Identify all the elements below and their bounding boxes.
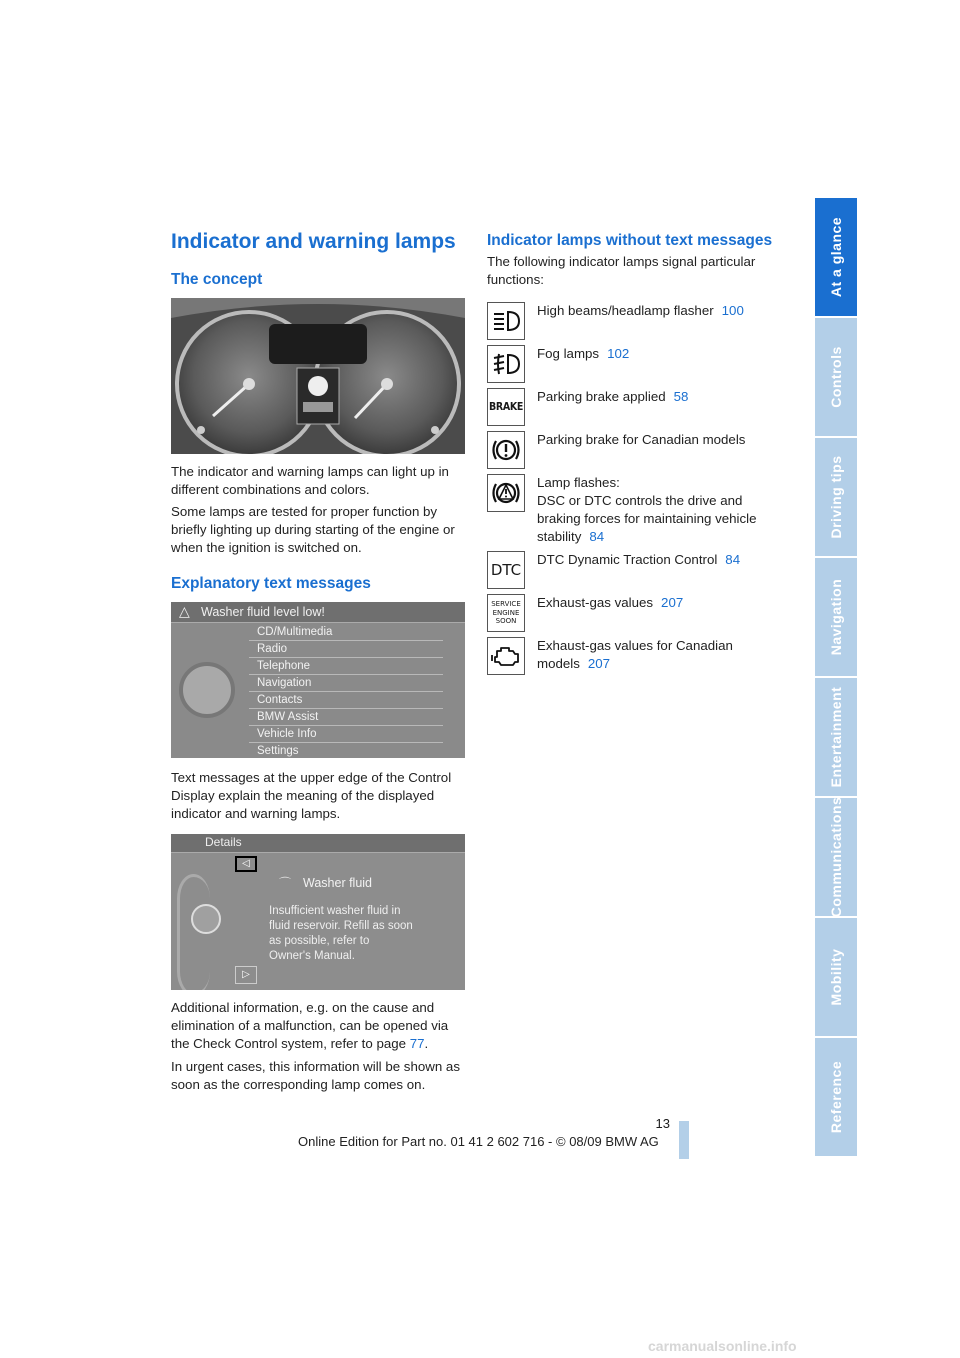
- lamp-text-high-beam: [537, 302, 787, 320]
- lamp-text-exhaust-gas: [537, 594, 787, 612]
- lamp-description: Parking brake for Canadian models: [537, 432, 746, 447]
- instrument-cluster-image: [171, 298, 465, 454]
- concept-paragraph-1: The indicator and warning lamps can light up in different combinations and colors.: [171, 464, 449, 497]
- controller-knob-icon: [179, 662, 235, 718]
- forward-arrow-icon[interactable]: ▷: [235, 966, 257, 984]
- watermark: carmanualsonline.info: [648, 1338, 797, 1354]
- back-arrow-icon[interactable]: ◁: [235, 856, 257, 872]
- dsc-warning-triangle-icon: [487, 474, 525, 512]
- page-link[interactable]: 207: [587, 656, 611, 671]
- lamp-description: DTC Dynamic Traction Control: [537, 552, 718, 567]
- tab-controls[interactable]: [815, 318, 857, 436]
- check-engine-icon: [487, 637, 525, 675]
- tab-communications[interactable]: [815, 798, 857, 916]
- tab-entertainment[interactable]: [815, 678, 857, 796]
- page-link[interactable]: 102: [607, 346, 630, 361]
- icon-label-line: SOON: [495, 617, 517, 625]
- explanatory-paragraph-3: In urgent cases, this information will be shown as soon as the corresponding lamp comes on.: [171, 1059, 460, 1092]
- tab-label: At a glance: [828, 216, 844, 298]
- page-link[interactable]: 84: [725, 552, 741, 567]
- tab-reference[interactable]: [815, 1038, 857, 1156]
- side-tab-bar: [815, 198, 857, 1158]
- explanatory-paragraph-2: Additional information, e.g. on the cause and elimination of a malfunction, can be opened via the Check Control system, refer to page 77.: [171, 1000, 449, 1051]
- lamp-description-line: DSC or DTC controls the drive and: [537, 493, 743, 508]
- service-engine-soon-icon: [487, 594, 525, 632]
- lamp-description-line: models: [537, 656, 580, 671]
- tab-label: Communications: [828, 796, 844, 918]
- details-header-bar: [171, 834, 465, 853]
- lamp-text-parking-brake: [537, 388, 787, 406]
- page-link[interactable]: 100: [721, 303, 744, 318]
- menu-item[interactable]: Contacts: [249, 692, 443, 709]
- details-screen-image: [171, 834, 465, 990]
- control-display-menu-image: [171, 602, 465, 758]
- menu-item[interactable]: CD/Multimedia: [249, 624, 443, 641]
- lamp-description-line: braking forces for maintaining vehicle: [537, 511, 757, 526]
- menu-item[interactable]: Radio: [249, 641, 443, 658]
- details-title: Washer fluid: [303, 876, 373, 890]
- section-heading-concept: The concept: [171, 271, 263, 288]
- service-engine-soon-label: [488, 595, 524, 626]
- details-body-line: as possible, refer to: [269, 935, 370, 947]
- menu-warning-text: Washer fluid level low!: [201, 605, 325, 619]
- section-heading-indicator-lamps: Indicator lamps without text messages: [487, 232, 773, 249]
- menu-item[interactable]: Vehicle Info: [249, 726, 443, 743]
- menu-list: [249, 624, 443, 758]
- explanatory-paragraph-1: Text messages at the upper edge of the Control Display explain the meaning of the displayed indicator and warning lamps.: [171, 770, 452, 821]
- high-beam-icon: [487, 302, 525, 340]
- lamp-description-line: Exhaust-gas values for Canadian: [537, 638, 733, 653]
- tab-at-a-glance[interactable]: [815, 198, 857, 316]
- lamp-description: Fog lamps: [537, 346, 600, 361]
- details-header-text: Details: [205, 835, 242, 849]
- tab-label: Mobility: [828, 948, 844, 1006]
- menu-item[interactable]: Telephone: [249, 658, 443, 675]
- tab-driving-tips[interactable]: [815, 438, 857, 556]
- details-body-line: Insufficient washer fluid in: [269, 905, 401, 917]
- indicator-intro: The following indicator lamps signal particular functions:: [487, 254, 756, 287]
- controller-knob-icon: [191, 904, 221, 934]
- warning-triangle-icon: △: [179, 603, 190, 619]
- tab-mobility[interactable]: [815, 918, 857, 1036]
- lamp-description: High beams/headlamp flasher: [537, 303, 714, 318]
- tab-label: Driving tips: [828, 455, 844, 539]
- menu-item[interactable]: BMW Assist: [249, 709, 443, 726]
- details-body-line: fluid reservoir. Refill as soon: [269, 920, 413, 932]
- page-title: Indicator and warning lamps: [171, 230, 456, 253]
- lamp-text-fog: [537, 345, 787, 363]
- icon-label-line: ENGINE: [492, 608, 520, 617]
- tab-label: Navigation: [828, 578, 844, 656]
- dtc-text-icon: [487, 551, 525, 589]
- menu-item[interactable]: Settings: [257, 745, 299, 757]
- lamp-description-line: Lamp flashes:: [537, 475, 620, 490]
- online-edition-note: Online Edition for Part no. 01 41 2 602 716 - © 08/09 BMW AG: [298, 1134, 659, 1149]
- tab-label: Entertainment: [828, 686, 844, 788]
- tab-navigation[interactable]: [815, 558, 857, 676]
- lamp-text-dtc: [537, 551, 787, 569]
- tab-label: Reference: [828, 1060, 844, 1134]
- washer-icon: ⌒: [279, 876, 292, 890]
- menu-warning-bar: [171, 602, 465, 623]
- lamp-text-dsc: [537, 474, 787, 546]
- lamp-description: Parking brake applied: [537, 389, 666, 404]
- section-heading-explanatory: Explanatory text messages: [171, 575, 371, 592]
- details-body: [269, 904, 459, 964]
- menu-item[interactable]: Navigation: [249, 675, 443, 692]
- dtc-icon-label: DTC: [490, 561, 522, 579]
- lamp-text-parking-brake-canada: [537, 431, 787, 449]
- explanatory-paragraph-2-text: Additional information, e.g. on the cause and elimination of a malfunction, can be opened via the Check Control system, refer to page: [171, 1000, 449, 1051]
- parking-brake-canada-icon: [487, 431, 525, 469]
- page-link[interactable]: 84: [589, 529, 605, 544]
- page-number: 13: [655, 1116, 670, 1131]
- page-link[interactable]: 207: [661, 595, 684, 610]
- fog-lamp-icon: [487, 345, 525, 383]
- tab-label: Controls: [828, 346, 844, 408]
- lamp-description: Exhaust-gas values: [537, 595, 654, 610]
- page-link[interactable]: 58: [673, 389, 689, 404]
- brake-icon-label: BRAKE: [488, 401, 524, 413]
- icon-label-line: SERVICE: [491, 600, 521, 608]
- brake-text-icon: [487, 388, 525, 426]
- concept-paragraph-2: Some lamps are tested for proper function by briefly lighting up during starting of the engine or when the ignition is switched on.: [171, 504, 455, 555]
- footer-bar: [679, 1121, 689, 1159]
- details-body-line: Owner's Manual.: [269, 950, 355, 962]
- lamp-text-exhaust-gas-canada: [537, 637, 787, 673]
- lamp-description-line: stability: [537, 529, 582, 544]
- page-link-77[interactable]: 77: [409, 1036, 425, 1051]
